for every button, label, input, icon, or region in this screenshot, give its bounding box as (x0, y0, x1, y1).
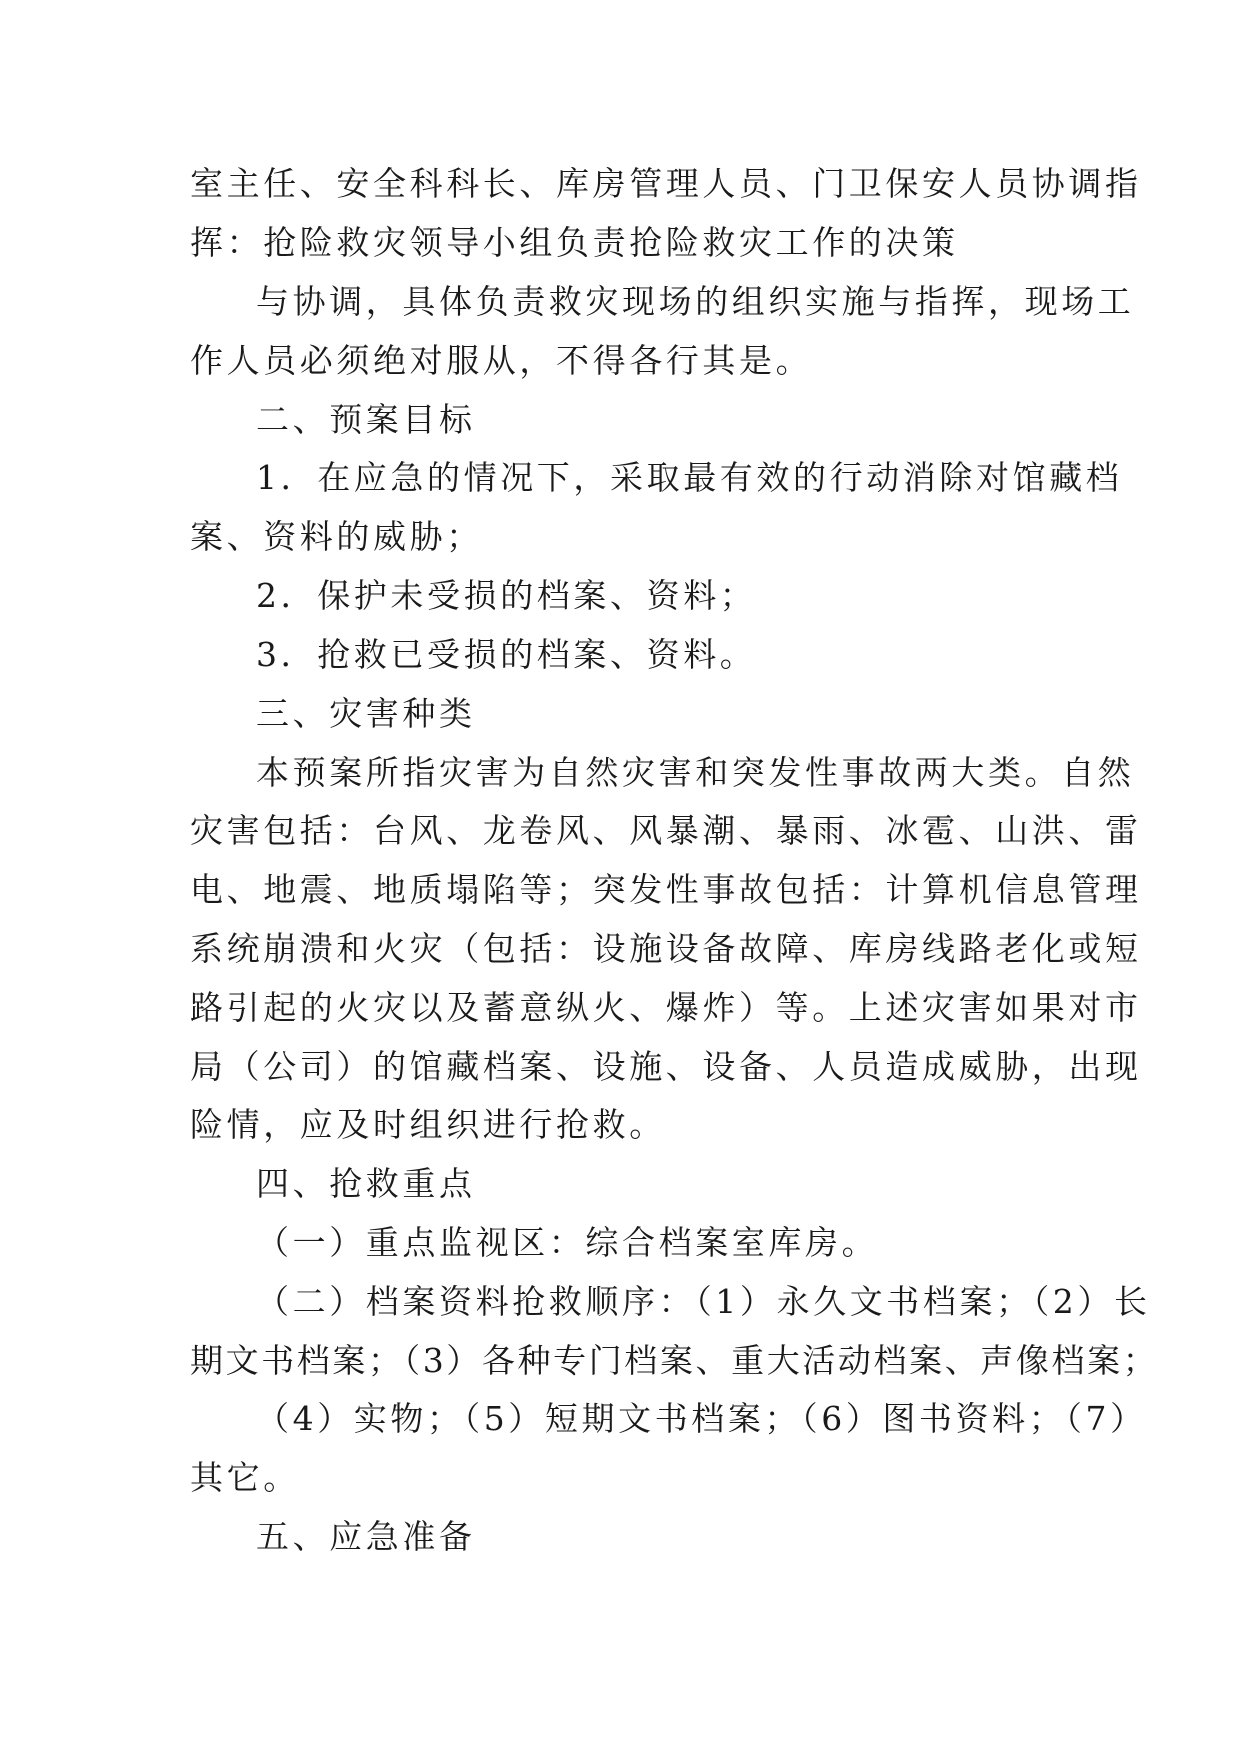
paragraph-line: 险情，应及时组织进行抢救。 (190, 1105, 666, 1144)
paragraph-line: 案、资料的威胁； (190, 517, 483, 556)
section-heading: 三、灾害种类 (256, 694, 476, 733)
paragraph-line: 系统崩溃和火灾（包括：设施设备故障、库房线路老化或短 (190, 929, 1142, 968)
paragraph-line: 期文书档案；（3）各种专门档案、重大活动档案、声像档案； (190, 1341, 1159, 1380)
paragraph-line: 电、地震、地质塌陷等；突发性事故包括：计算机信息管理 (190, 870, 1142, 909)
paragraph-line: 灾害包括：台风、龙卷风、风暴潮、暴雨、冰雹、山洪、雷 (190, 811, 1142, 850)
section-heading: 二、预案目标 (256, 400, 476, 439)
paragraph-line: 作人员必须绝对服从，不得各行其是。 (190, 341, 813, 380)
paragraph-line: 本预案所指灾害为自然灾害和突发性事故两大类。自然 (256, 753, 1135, 792)
paragraph-line: 1．在应急的情况下，采取最有效的行动消除对馆藏档 (256, 458, 1123, 497)
paragraph-line: 路引起的火灾以及蓄意纵火、爆炸）等。上述灾害如果对市 (190, 988, 1142, 1027)
paragraph-line: （二）档案资料抢救顺序：（1）永久文书档案；（2）长 (256, 1282, 1151, 1321)
paragraph-line: 2．保护未受损的档案、资料； (256, 576, 757, 615)
paragraph-line: 室主任、安全科科长、库房管理人员、门卫保安人员协调指 (190, 164, 1142, 203)
paragraph-line: （一）重点监视区：综合档案室库房。 (256, 1223, 879, 1262)
paragraph-line: 局（公司）的馆藏档案、设施、设备、人员造成威胁，出现 (190, 1047, 1142, 1086)
section-heading: 四、抢救重点 (256, 1164, 476, 1203)
paragraph-line: 3．抢救已受损的档案、资料。 (256, 635, 757, 674)
paragraph-line: 与协调，具体负责救灾现场的组织实施与指挥，现场工 (256, 282, 1135, 321)
paragraph-line: （4）实物；（5）短期文书档案；（6）图书资料；（7） (256, 1399, 1147, 1438)
section-heading: 五、应急准备 (256, 1517, 476, 1556)
paragraph-line: 挥：抢险救灾领导小组负责抢险救灾工作的决策 (190, 223, 959, 262)
paragraph-line: 其它。 (190, 1458, 300, 1497)
